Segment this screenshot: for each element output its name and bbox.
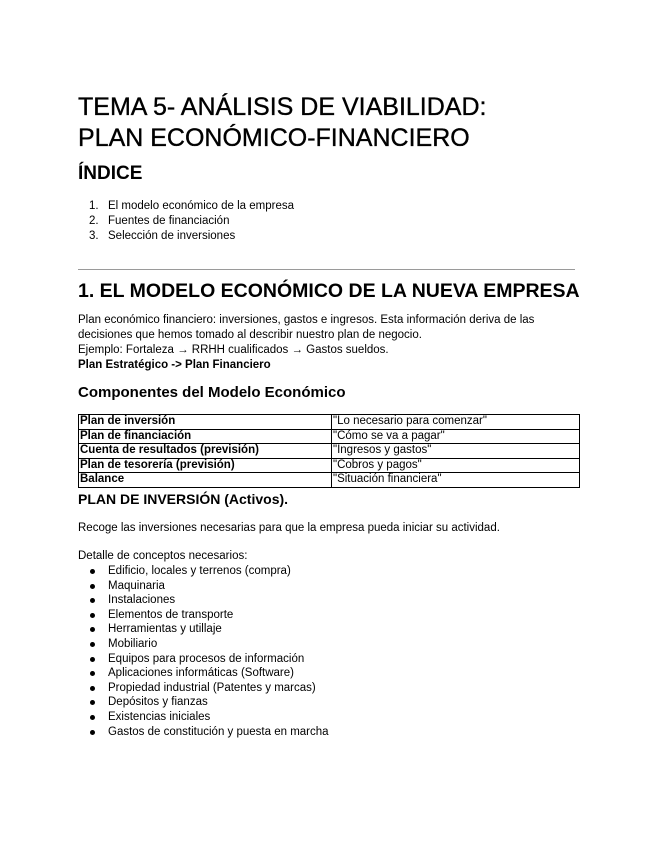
list-item-label: Depósitos y fianzas	[108, 696, 208, 709]
components-heading: Componentes del Modelo Económico	[78, 384, 346, 401]
table-row	[79, 444, 580, 459]
document-title-line-1: TEMA 5- ANÁLISIS DE VIABILIDAD:	[78, 93, 487, 121]
component-label: Cuenta de resultados (previsión)	[79, 444, 332, 459]
intro-line-2: decisiones que hemos tomado al describir nuestro plan de negocio.	[78, 329, 422, 341]
list-item	[78, 608, 329, 623]
component-label: Plan de tesorería (previsión)	[79, 458, 332, 473]
concepts-list	[78, 564, 329, 739]
list-item-label: Edificio, locales y terrenos (compra)	[108, 565, 291, 577]
index-heading: ÍNDICE	[78, 163, 143, 184]
list-item	[78, 622, 329, 637]
table-row	[79, 458, 580, 473]
index-item-number: 2.	[89, 215, 99, 227]
bullet-icon	[90, 627, 95, 632]
investment-plan-text: Recoge las inversiones necesarias para que la empresa pueda iniciar su actividad.	[78, 522, 500, 534]
index-item	[78, 214, 294, 229]
component-value: "Cómo se va a pagar"	[332, 429, 580, 444]
bullet-icon	[90, 700, 95, 705]
list-item	[78, 564, 329, 579]
component-value: "Lo necesario para comenzar"	[332, 415, 580, 430]
list-item	[78, 725, 329, 740]
component-label: Plan de inversión	[79, 415, 332, 430]
investment-plan-heading: PLAN DE INVERSIÓN (Activos).	[78, 491, 289, 507]
list-item-label: Maquinaria	[108, 579, 165, 592]
intro-line-1: Plan económico financiero: inversiones, gastos e ingresos. Esta información deriva de las	[78, 314, 535, 326]
list-item-label: Propiedad industrial (Patentes y marcas)	[108, 681, 316, 694]
component-value: "Ingresos y gastos"	[332, 444, 580, 459]
list-item	[78, 666, 329, 681]
list-item	[78, 637, 329, 652]
components-table	[78, 414, 580, 488]
bullet-icon	[90, 613, 95, 618]
list-item-label: Herramientas y utillaje	[108, 623, 222, 636]
list-item-label: Existencias iniciales	[108, 710, 211, 723]
index-list	[78, 199, 294, 244]
list-item	[78, 652, 329, 667]
bullet-icon	[90, 598, 95, 603]
example-line: Ejemplo: Fortaleza → RRHH cualificados → Gastos sueldos.	[78, 344, 389, 356]
section-heading: 1. EL MODELO ECONÓMICO DE LA NUEVA EMPRESA	[78, 280, 580, 302]
list-item-label: Aplicaciones informáticas (Software)	[108, 667, 294, 680]
list-item-label: Gastos de constitución y puesta en marcha	[108, 725, 329, 738]
concepts-detail-label: Detalle de conceptos necesarios:	[78, 550, 248, 562]
document-title	[78, 92, 598, 154]
component-label: Balance	[79, 473, 332, 488]
index-item-number: 1.	[89, 200, 99, 212]
index-item	[78, 229, 294, 244]
list-item	[78, 695, 329, 710]
table-row	[79, 429, 580, 444]
index-item-number: 3.	[89, 230, 99, 242]
bullet-icon	[90, 671, 95, 676]
bullet-icon	[90, 715, 95, 720]
index-item	[78, 199, 294, 214]
list-item	[78, 681, 329, 696]
list-item-label: Mobiliario	[108, 637, 158, 650]
index-item-label: Fuentes de financiación	[108, 215, 230, 227]
bullet-icon	[90, 657, 95, 662]
component-value: "Cobros y pagos"	[332, 458, 580, 473]
bullet-icon	[90, 584, 95, 589]
bullet-icon	[90, 569, 95, 574]
strategic-line: Plan Estratégico -> Plan Financiero	[78, 359, 271, 371]
list-item	[78, 579, 329, 594]
bullet-icon	[90, 642, 95, 647]
bullet-icon	[90, 686, 95, 691]
index-item-label: Selección de inversiones	[108, 230, 236, 242]
list-item-label: Equipos para procesos de información	[108, 652, 305, 665]
component-label: Plan de financiación	[79, 429, 332, 444]
list-item-label: Instalaciones	[108, 594, 176, 607]
index-item-label: El modelo económico de la empresa	[108, 200, 295, 212]
table-row	[79, 415, 580, 430]
list-item	[78, 593, 329, 608]
bullet-icon	[90, 730, 95, 735]
horizontal-divider	[78, 269, 575, 270]
section-intro	[78, 313, 568, 373]
table-row	[79, 473, 580, 488]
list-item	[78, 710, 329, 725]
component-value: "Situación financiera"	[332, 473, 580, 488]
document-title-line-2: PLAN ECONÓMICO-FINANCIERO	[78, 124, 470, 152]
list-item-label: Elementos de transporte	[108, 608, 234, 621]
